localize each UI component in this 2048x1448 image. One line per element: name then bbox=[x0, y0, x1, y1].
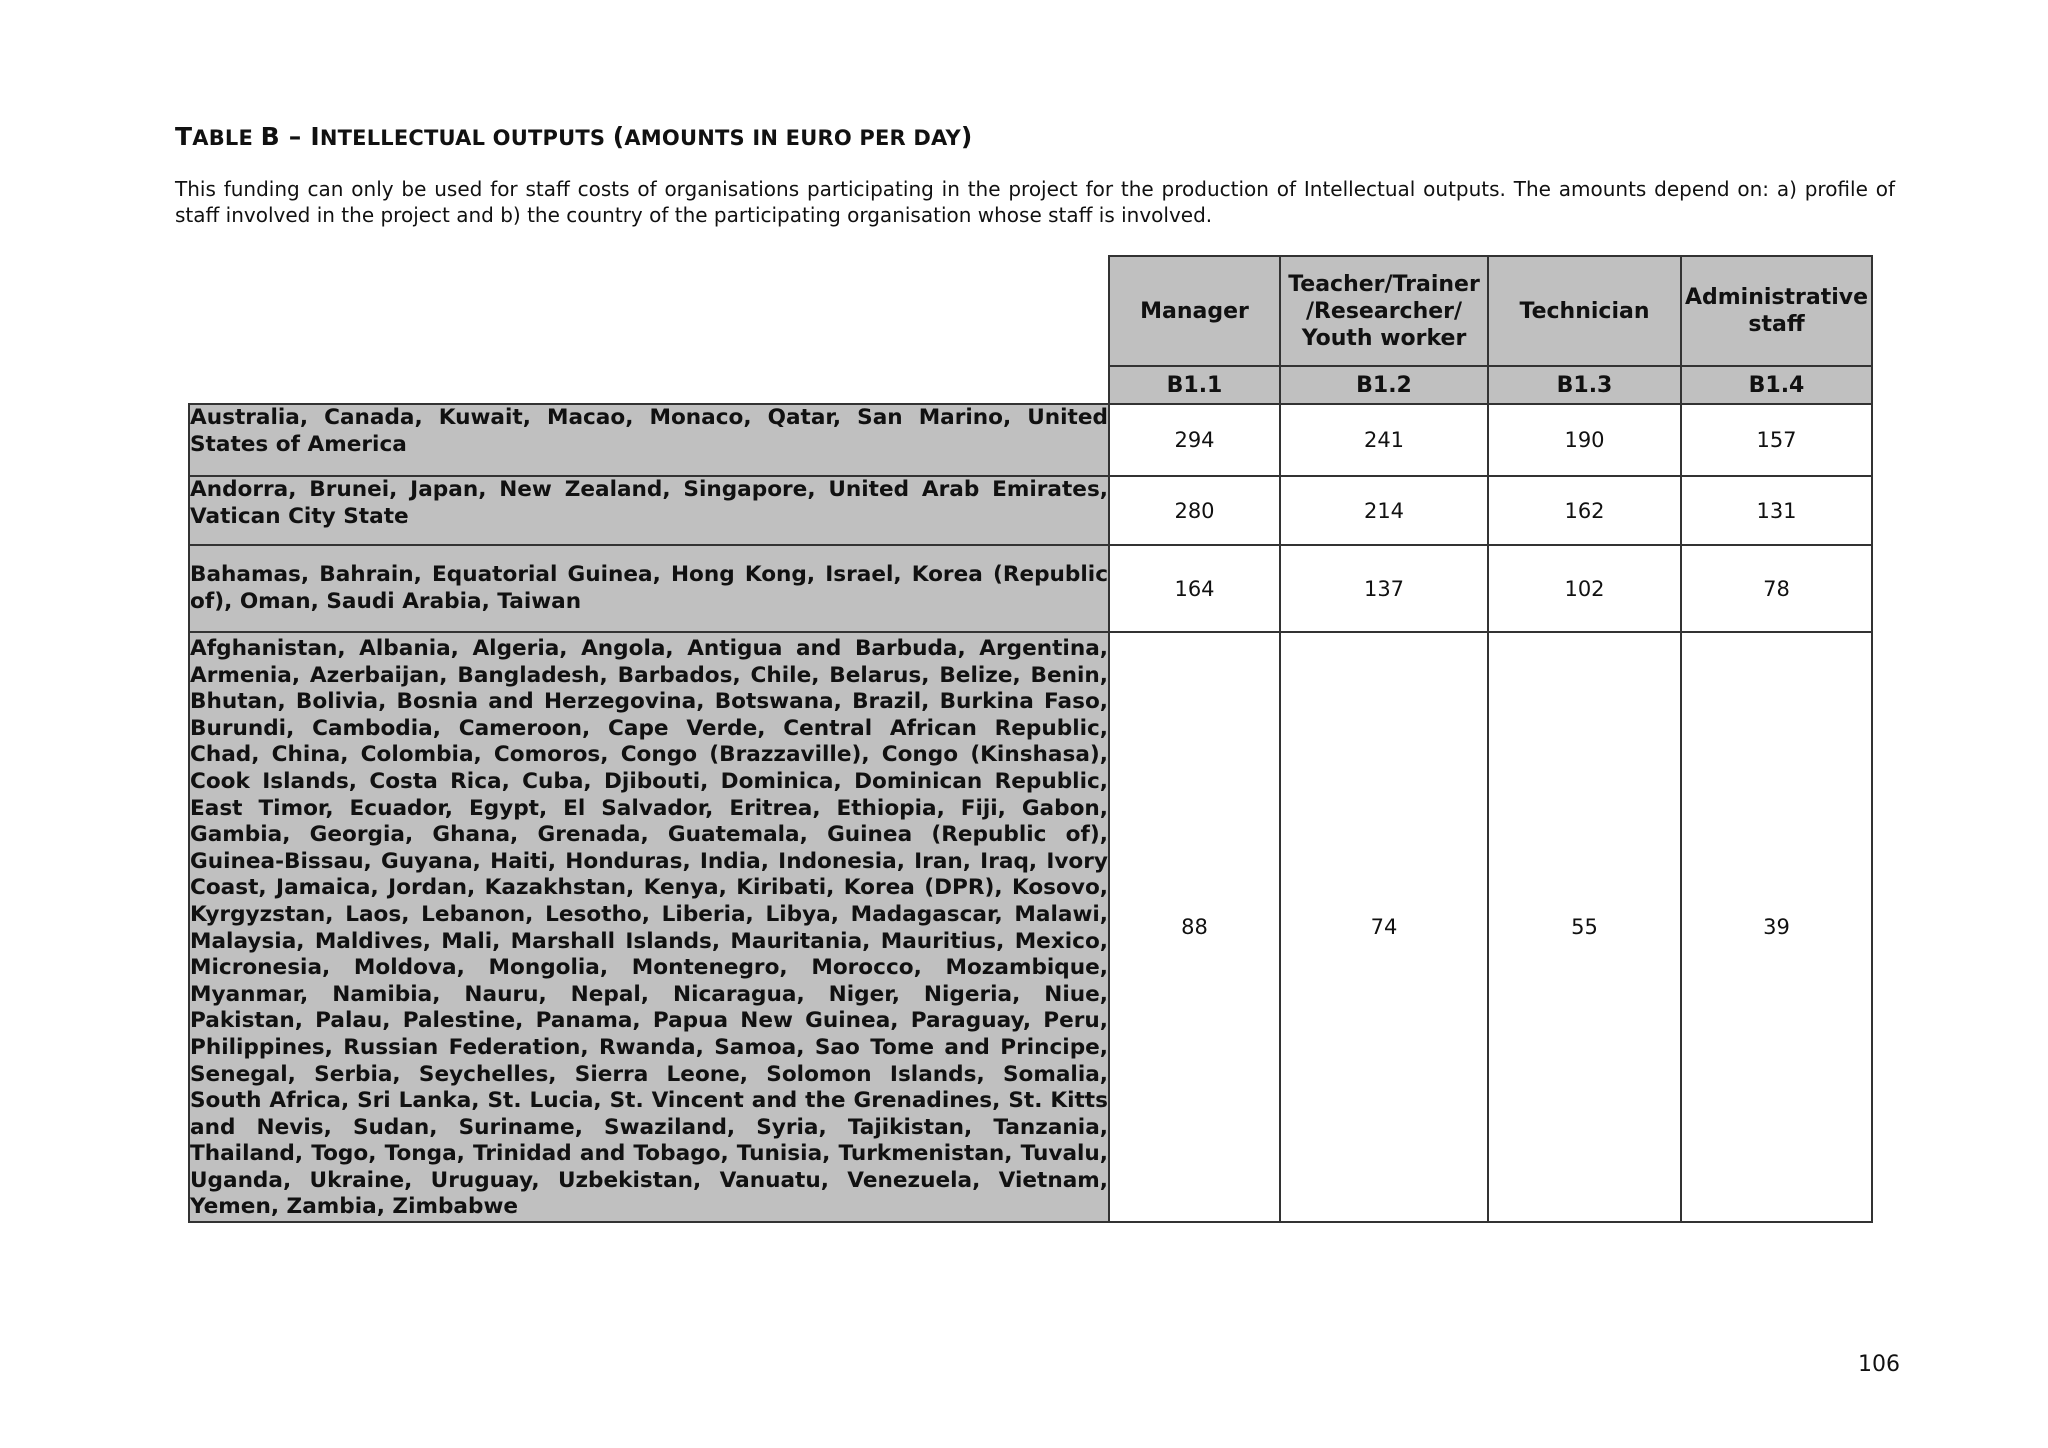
col-header-administrative: Administrative staff bbox=[1681, 256, 1872, 366]
col-code-b1-4: B1.4 bbox=[1681, 366, 1872, 404]
value-cell: 78 bbox=[1681, 545, 1872, 632]
col-code-b1-2: B1.2 bbox=[1280, 366, 1488, 404]
value-cell: 241 bbox=[1280, 404, 1488, 476]
col-code-b1-3: B1.3 bbox=[1488, 366, 1681, 404]
country-group-cell: Andorra, Brunei, Japan, New Zealand, Singapore, United Arab Emirates, Vatican City State bbox=[189, 476, 1109, 545]
value-cell: 164 bbox=[1109, 545, 1280, 632]
page-number: 106 bbox=[1858, 1352, 1900, 1377]
table-row bbox=[189, 545, 1872, 632]
value-cell: 157 bbox=[1681, 404, 1872, 476]
header-row bbox=[189, 256, 1872, 366]
value-cell: 214 bbox=[1280, 476, 1488, 545]
col-header-technician: Technician bbox=[1488, 256, 1681, 366]
value-cell: 102 bbox=[1488, 545, 1681, 632]
col-header-teacher: Teacher/Trainer /Researcher/ Youth worker bbox=[1280, 256, 1488, 366]
country-group-cell: Afghanistan, Albania, Algeria, Angola, Antigua and Barbuda, Argentina, Armenia, Azerbaijan, Bangladesh, Barbados, Chile, Belarus, Belize, Benin, Bhutan, Bolivia, Bosnia and Herzegovina, Botswana, Brazil, Burkina Faso, Burundi, Cambodia, Cameroon, Cape Verde, Central African Republic, Chad, China, Colombia, Comoros, Congo (Brazzaville), Congo (Kinshasa), Cook Islands, Costa Rica, Cuba, Djibouti, Dominica, Dominican Republic, East Timor, Ecuador, Egypt, El Salvador, Eritrea, Ethiopia, Fiji, Gabon, Gambia, Georgia, Ghana, Grenada, Guatemala, Guinea (Republic of), Guinea-Bissau, Guyana, Haiti, Honduras, India, Indonesia, Iran, Iraq, Ivory Coast, Jamaica, Jordan, Kazakhstan, Kenya, Kiribati, Korea (DPR), Kosovo, Kyrgyzstan, Laos, Lebanon, Lesotho, Liberia, Libya, Madagascar, Malawi, Malaysia, Maldives, Mali, Marshall Islands, Mauritania, Mauritius, Mexico, Micronesia, Moldova, Mongolia, Montenegro, Morocco, Mozambique, Myanmar, Namibia, Nauru, Nepal, Nicaragua, Niger, Nigeria, Niue, Pakistan, Palau, Palestine, Panama, Papua New Guinea, Paraguay, Peru, Philippines, Russian Federation, Rwanda, Samoa, Sao Tome and Principe, Senegal, Serbia, Seychelles, Sierra Leone, Solomon Islands, Somalia, South Africa, Sri Lanka, St. Lucia, St. Vincent and the Grenadines, St. Kitts and Nevis, Sudan, Suriname, Swaziland, Syria, Tajikistan, Tanzania, Thailand, Togo, Tonga, Trinidad and Tobago, Tunisia, Turkmenistan, Tuvalu, Uganda, Ukraine, Uruguay, Uzbekistan, Vanuatu, Venezuela, Vietnam, Yemen, Zambia, Zimbabwe bbox=[189, 632, 1109, 1222]
value-cell: 74 bbox=[1280, 632, 1488, 1222]
value-cell: 131 bbox=[1681, 476, 1872, 545]
table-title: TABLE B – INTELLECTUAL OUTPUTS (AMOUNTS IN EURO PER DAY) bbox=[175, 122, 973, 151]
value-cell: 39 bbox=[1681, 632, 1872, 1222]
blank-corner bbox=[189, 256, 1109, 366]
value-cell: 294 bbox=[1109, 404, 1280, 476]
value-cell: 162 bbox=[1488, 476, 1681, 545]
country-group-cell: Australia, Canada, Kuwait, Macao, Monaco, Qatar, San Marino, United States of America bbox=[189, 404, 1109, 476]
intro-paragraph: This funding can only be used for staff costs of organisations participating in the project for the production of Intellectual outputs. The amounts depend on: a) profile of staff involved in the project and b) the country of the participating organisation whose staff is involved. bbox=[175, 177, 1895, 227]
value-cell: 137 bbox=[1280, 545, 1488, 632]
col-code-b1-1: B1.1 bbox=[1109, 366, 1280, 404]
value-cell: 190 bbox=[1488, 404, 1681, 476]
table-row bbox=[189, 404, 1872, 476]
code-row bbox=[189, 366, 1872, 404]
col-header-manager: Manager bbox=[1109, 256, 1280, 366]
table-row bbox=[189, 632, 1872, 1222]
table-row bbox=[189, 476, 1872, 545]
rates-table bbox=[188, 255, 1873, 1223]
value-cell: 55 bbox=[1488, 632, 1681, 1222]
value-cell: 280 bbox=[1109, 476, 1280, 545]
value-cell: 88 bbox=[1109, 632, 1280, 1222]
country-group-cell: Bahamas, Bahrain, Equatorial Guinea, Hong Kong, Israel, Korea (Republic of), Oman, Saudi Arabia, Taiwan bbox=[189, 545, 1109, 632]
